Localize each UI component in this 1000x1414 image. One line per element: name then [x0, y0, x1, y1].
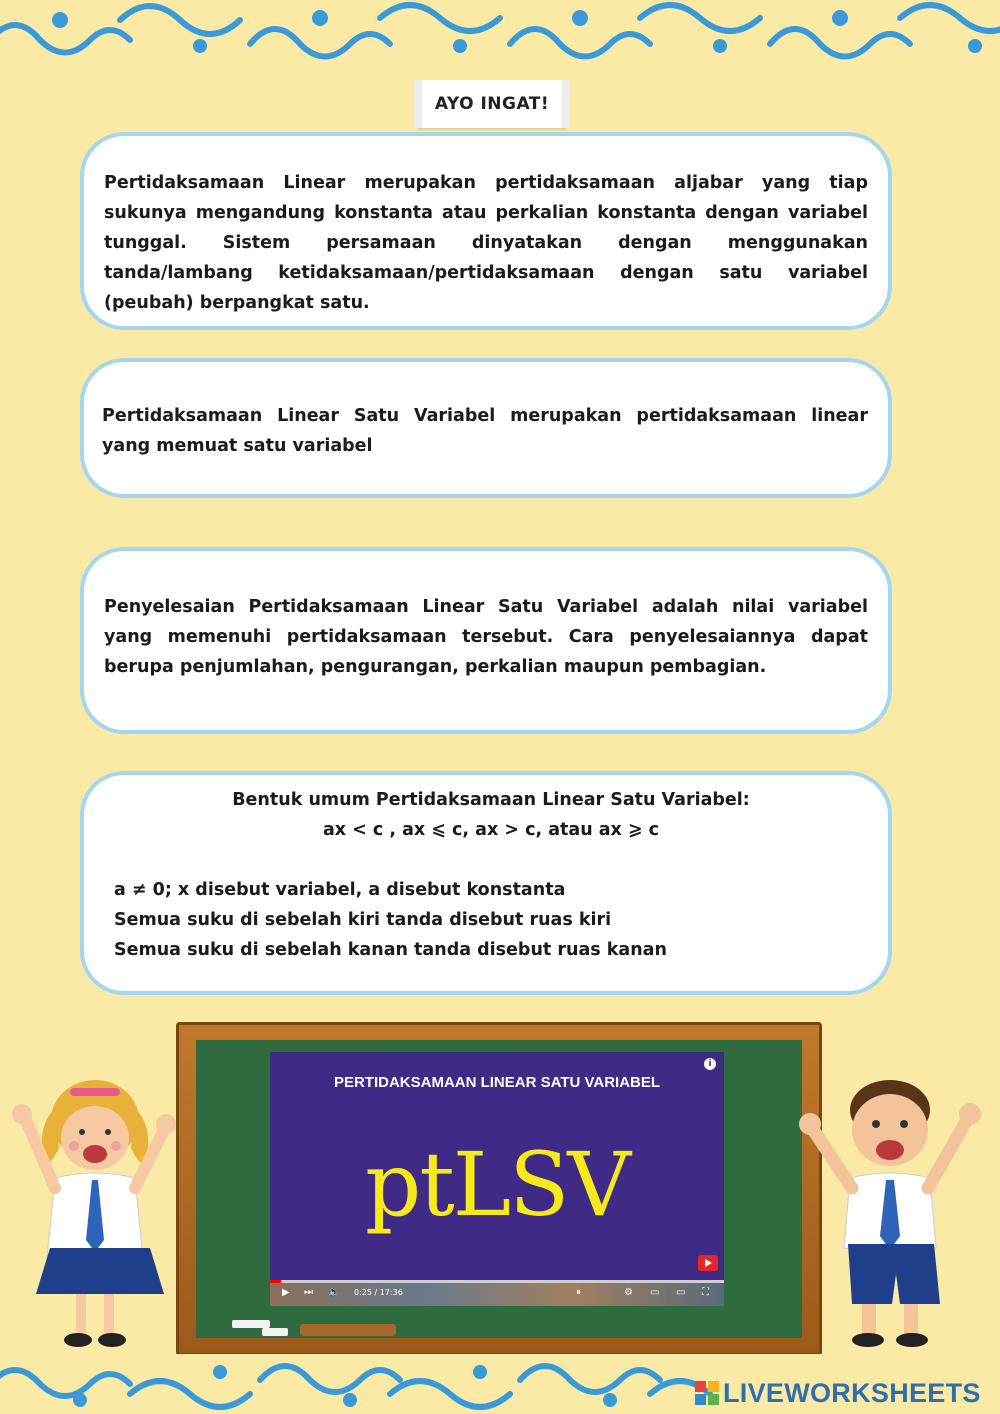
video-title: PERTIDAKSAMAAN LINEAR SATU VARIABEL — [333, 1074, 661, 1091]
video-logo: ptLSV — [365, 1133, 629, 1236]
general-form-card — [80, 771, 892, 995]
note-item: Semua suku di sebelah kiri tanda disebut ruas kiri — [114, 910, 612, 930]
liveworksheets-brand[interactable] — [695, 1378, 981, 1408]
brand-name: LIVEWORKSHEETS — [723, 1377, 981, 1408]
single-variable-text: Pertidaksamaan Linear Satu Variabel merupakan pertidaksamaan linear yang memuat satu variabel — [102, 406, 868, 456]
note-item: Semua suku di sebelah kanan tanda disebut ruas kanan — [114, 940, 667, 960]
single-variable-card — [80, 358, 892, 498]
play-icon[interactable]: ▶ — [282, 1287, 290, 1298]
chalk-piece — [262, 1328, 288, 1336]
video-progress-bar[interactable] — [270, 1280, 724, 1283]
video-controls — [270, 1280, 724, 1306]
ayo-ingat-tag — [418, 80, 566, 128]
general-form-notes — [114, 875, 868, 965]
top-cloud-border — [0, 0, 1000, 62]
boy-illustration — [790, 1068, 1000, 1358]
volume-icon[interactable]: 🔈 — [328, 1287, 341, 1298]
liveworksheets-logo-icon — [695, 1381, 719, 1405]
settings-icon[interactable]: ⚙ — [624, 1287, 633, 1298]
general-form-formula: ax < c , ax ⩽ c, ax > c, atau ax ⩾ c — [322, 820, 660, 840]
miniplayer-icon[interactable]: ▭ — [650, 1287, 660, 1298]
solution-text: Penyelesaian Pertidaksamaan Linear Satu Variabel adalah nilai variabel yang memenuhi pertidaksamaan tersebut. Cara penyelesaiannya dapat berupa penjumlahan, pengurangan, perkalian maupun pembagian. — [104, 597, 868, 677]
solution-card — [80, 547, 892, 734]
definition-text: Pertidaksamaan Linear merupakan pertidaksamaan aljabar yang tiap sukunya mengandung konstanta atau perkalian konstanta dengan variabel tunggal. Sistem persamaan dinyatakan dengan menggunakan tanda/lambang ketidaksamaan/pertidaksamaan dengan satu variabel (peubah) berpangkat satu. — [104, 173, 868, 313]
fullscreen-icon[interactable]: ⛶ — [702, 1287, 709, 1298]
video-progress-fill — [270, 1280, 281, 1283]
chalk-piece — [232, 1320, 270, 1328]
eraser — [300, 1324, 396, 1336]
youtube-icon[interactable] — [698, 1255, 718, 1271]
video-player[interactable] — [270, 1052, 724, 1306]
info-icon[interactable]: i — [704, 1058, 716, 1070]
tag-label: AYO INGAT! — [434, 94, 550, 114]
video-time: 0:25 / 17:36 — [354, 1288, 403, 1297]
girl-illustration — [0, 1068, 180, 1358]
next-icon[interactable]: ⏭ — [304, 1287, 313, 1298]
note-item: a ≠ 0; x disebut variabel, a disebut konstanta — [114, 880, 566, 900]
pause-icon[interactable]: ⏸ — [576, 1287, 581, 1298]
definition-card — [80, 132, 892, 330]
general-form-title: Bentuk umum Pertidaksamaan Linear Satu Variabel: — [232, 790, 750, 810]
theater-icon[interactable]: ▭ — [676, 1287, 686, 1298]
